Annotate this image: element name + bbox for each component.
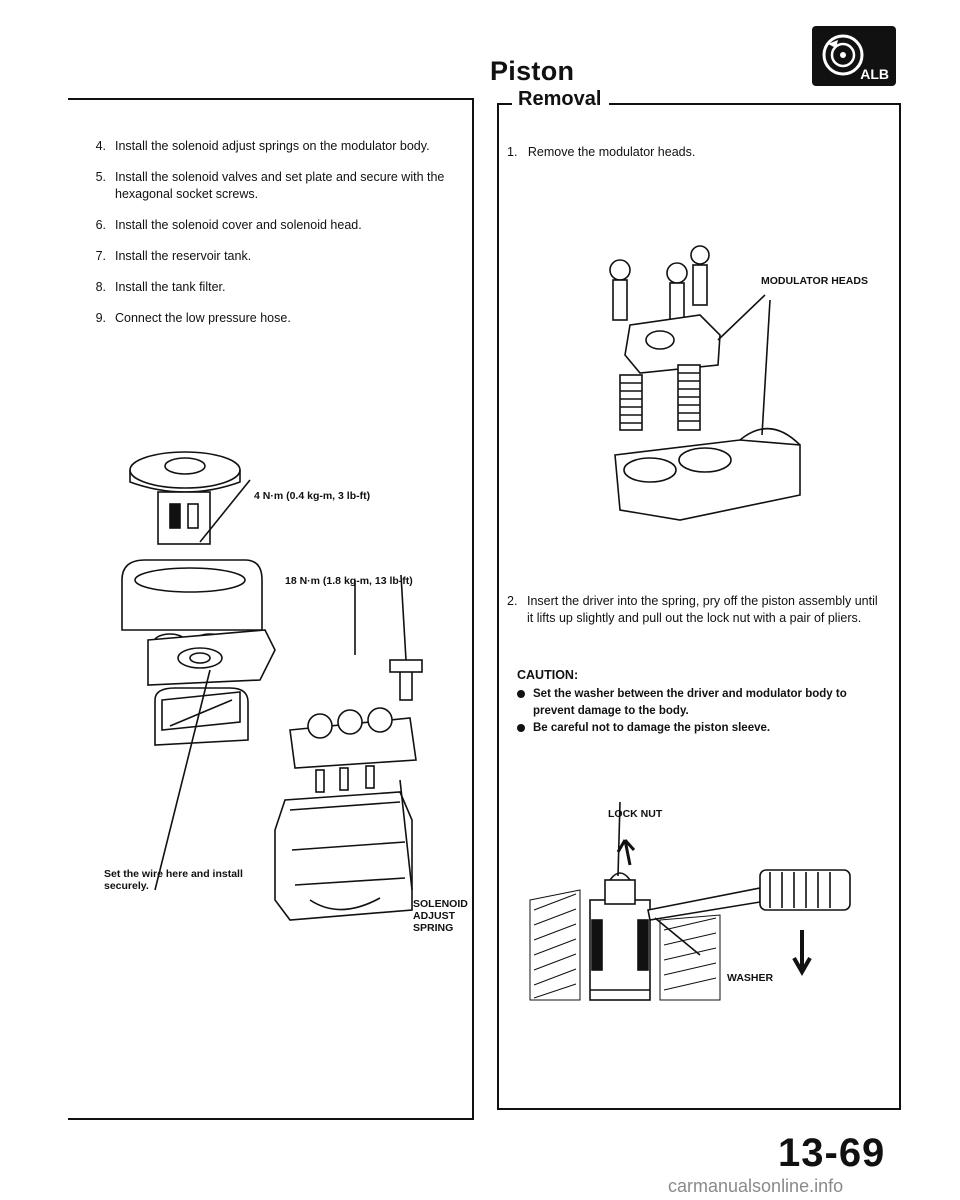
modulator-heads-illustration [590,245,820,525]
brake-disc-icon [820,32,866,78]
washer-label: WASHER [727,972,774,984]
modulator-heads-label: MODULATOR HEADS [761,275,868,287]
step-item: 8. Install the tank filter. [95,280,226,294]
lock-nut-removal-illustration [520,790,890,1020]
left-column-bottom-rule [68,1118,474,1120]
step-item: 6. Install the solenoid cover and solenoid head. [95,218,362,232]
removal-step-2: 2. Insert the driver into the spring, pry off the piston assembly until it lifts up slightly and pull out the lock nut with a pair of pliers. [507,594,878,625]
removal-heading: Removal [512,88,609,111]
abs-brake-badge [812,26,896,86]
step-item: 4. Install the solenoid adjust springs on the modulator body. [95,139,430,153]
removal-step-1: 1. Remove the modulator heads. [507,145,696,159]
valve-torque-label: 18 N·m (1.8 kg-m, 13 lb-ft) [285,575,413,587]
caution-item: Set the washer between the driver and modulator body to prevent damage to the body. [517,686,882,720]
tank-torque-label: 4 N·m (0.4 kg-m, 3 lb-ft) [254,490,371,502]
caution-heading: CAUTION: [517,668,579,682]
step-item: 7. Install the reservoir tank. [95,249,252,263]
badge-label: ALB [860,66,889,82]
step-item: 5. Install the solenoid valves and set plate and secure with the hexagonal socket screws. [95,170,445,201]
wire-note-label: Set the wire here and install securely. [104,868,243,892]
watermark: carmanualsonline.info [668,1176,844,1196]
bullet-icon [517,690,525,698]
step-item: 9. Connect the low pressure hose. [95,311,291,325]
caution-block [517,668,882,737]
page-title: Piston [490,56,575,86]
page-number: 13-69 [778,1131,886,1175]
installation-steps [70,138,460,341]
left-column-right-rule [472,98,474,1120]
solenoid-spring-label: SOLENOID ADJUST SPRING [413,898,468,934]
bullet-icon [517,724,525,732]
left-column-top-rule [68,98,473,100]
lock-nut-label: LOCK NUT [608,808,663,820]
caution-item: Be careful not to damage the piston sleeve. [517,720,882,737]
